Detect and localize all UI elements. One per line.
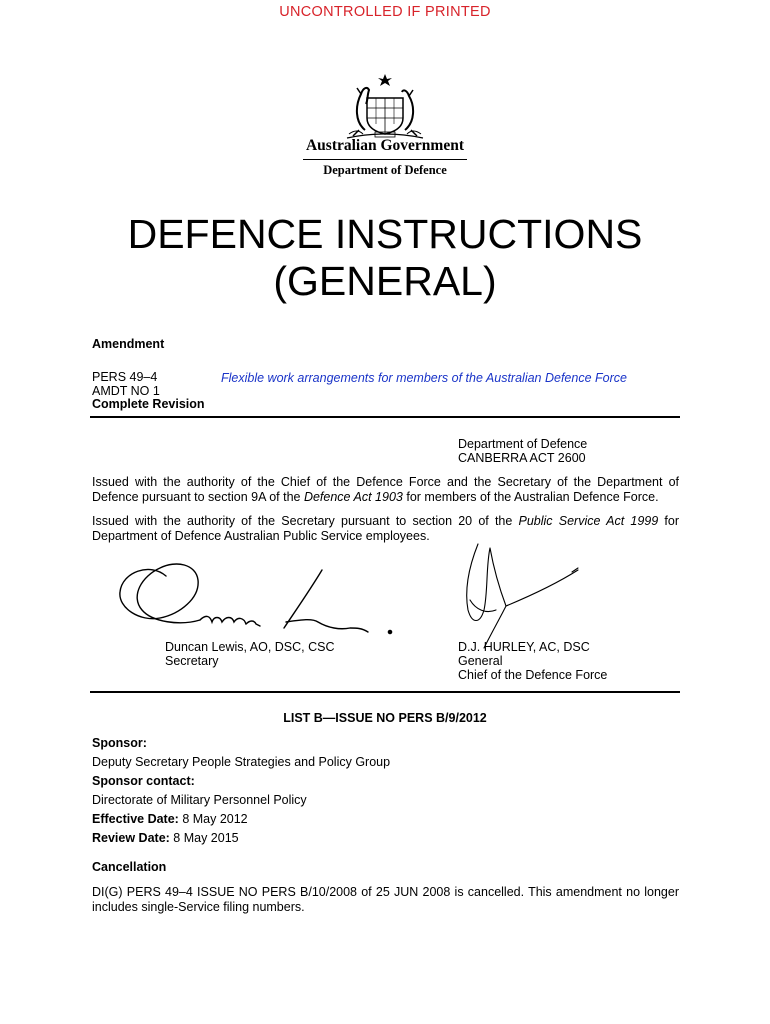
address-line1: Department of Defence bbox=[458, 437, 588, 451]
amendment-heading: Amendment bbox=[92, 337, 165, 351]
review-date-value: 8 May 2015 bbox=[169, 831, 239, 845]
section-divider bbox=[90, 691, 680, 693]
cancellation-heading: Cancellation bbox=[92, 860, 167, 874]
public-service-act-citation: Public Service Act 1999 bbox=[518, 514, 659, 528]
uncontrolled-notice: UNCONTROLLED IF PRINTED bbox=[279, 4, 491, 20]
signatures-image bbox=[0, 540, 770, 650]
amendment-reference: PERS 49–4 bbox=[92, 370, 158, 384]
sponsor-contact-label: Sponsor contact: bbox=[92, 774, 195, 788]
secretary-name: Duncan Lewis, AO, DSC, CSC bbox=[165, 640, 335, 654]
review-date-label: Review Date: bbox=[92, 831, 170, 845]
cdf-name: D.J. HURLEY, AC, DSC bbox=[458, 640, 590, 654]
review-date bbox=[92, 831, 239, 845]
secretary-signature-block bbox=[165, 640, 335, 668]
defence-act-citation: Defence Act 1903 bbox=[303, 490, 403, 504]
authority-text: Issued with the authority of the Secretary pursuant to section 20 of the bbox=[92, 514, 519, 528]
cdf-signature-block bbox=[458, 640, 607, 682]
document-title bbox=[0, 211, 770, 305]
authority-text: for members of the Australian Defence Force. bbox=[402, 490, 659, 504]
effective-date-label: Effective Date: bbox=[92, 812, 179, 826]
authority-paragraph-defence bbox=[92, 475, 679, 505]
cdf-rank: General bbox=[458, 654, 503, 668]
amendment-reference-block bbox=[92, 371, 205, 412]
effective-date-value: 8 May 2012 bbox=[178, 812, 248, 826]
issue-list-number: LIST B—ISSUE NO PERS B/9/2012 bbox=[283, 711, 487, 725]
issuing-address bbox=[458, 437, 587, 465]
amendment-revision: Complete Revision bbox=[92, 397, 205, 411]
amendment-number: AMDT NO 1 bbox=[92, 383, 160, 398]
sponsor-label: Sponsor: bbox=[92, 736, 147, 750]
section-divider bbox=[90, 416, 680, 418]
document-title-line2: (GENERAL) bbox=[273, 258, 497, 304]
cdf-title: Chief of the Defence Force bbox=[458, 668, 608, 682]
address-line2: CANBERRA ACT 2600 bbox=[458, 451, 586, 465]
sponsor-value: Deputy Secretary People Strategies and Policy Group bbox=[92, 755, 391, 769]
cancellation-text: DI(G) PERS 49–4 ISSUE NO PERS B/10/2008 of 25 JUN 2008 is cancelled. This amendment no longer includes single-Service filing numbers. bbox=[92, 885, 679, 914]
department-name: Department of Defence bbox=[323, 163, 447, 177]
coat-of-arms-emblem bbox=[337, 72, 433, 140]
cdf-signature bbox=[467, 544, 578, 648]
effective-date bbox=[92, 812, 248, 826]
authority-text: for Department of Defence Australian Public Service employees. bbox=[92, 514, 679, 543]
amendment-subject-link[interactable]: Flexible work arrangements for members of the Australian Defence Force bbox=[221, 371, 627, 385]
document-title-line1: DEFENCE INSTRUCTIONS bbox=[127, 211, 643, 257]
government-divider bbox=[303, 159, 467, 160]
secretary-title: Secretary bbox=[165, 654, 219, 668]
secretary-signature bbox=[120, 564, 392, 634]
sponsor-contact-value: Directorate of Military Personnel Policy bbox=[92, 793, 307, 807]
government-name: Australian Government bbox=[305, 137, 464, 154]
authority-text: Issued with the authority of the Chief of the Defence Force and the Secretary of the Department of Defence pursuant to section 9A of the bbox=[92, 475, 679, 504]
